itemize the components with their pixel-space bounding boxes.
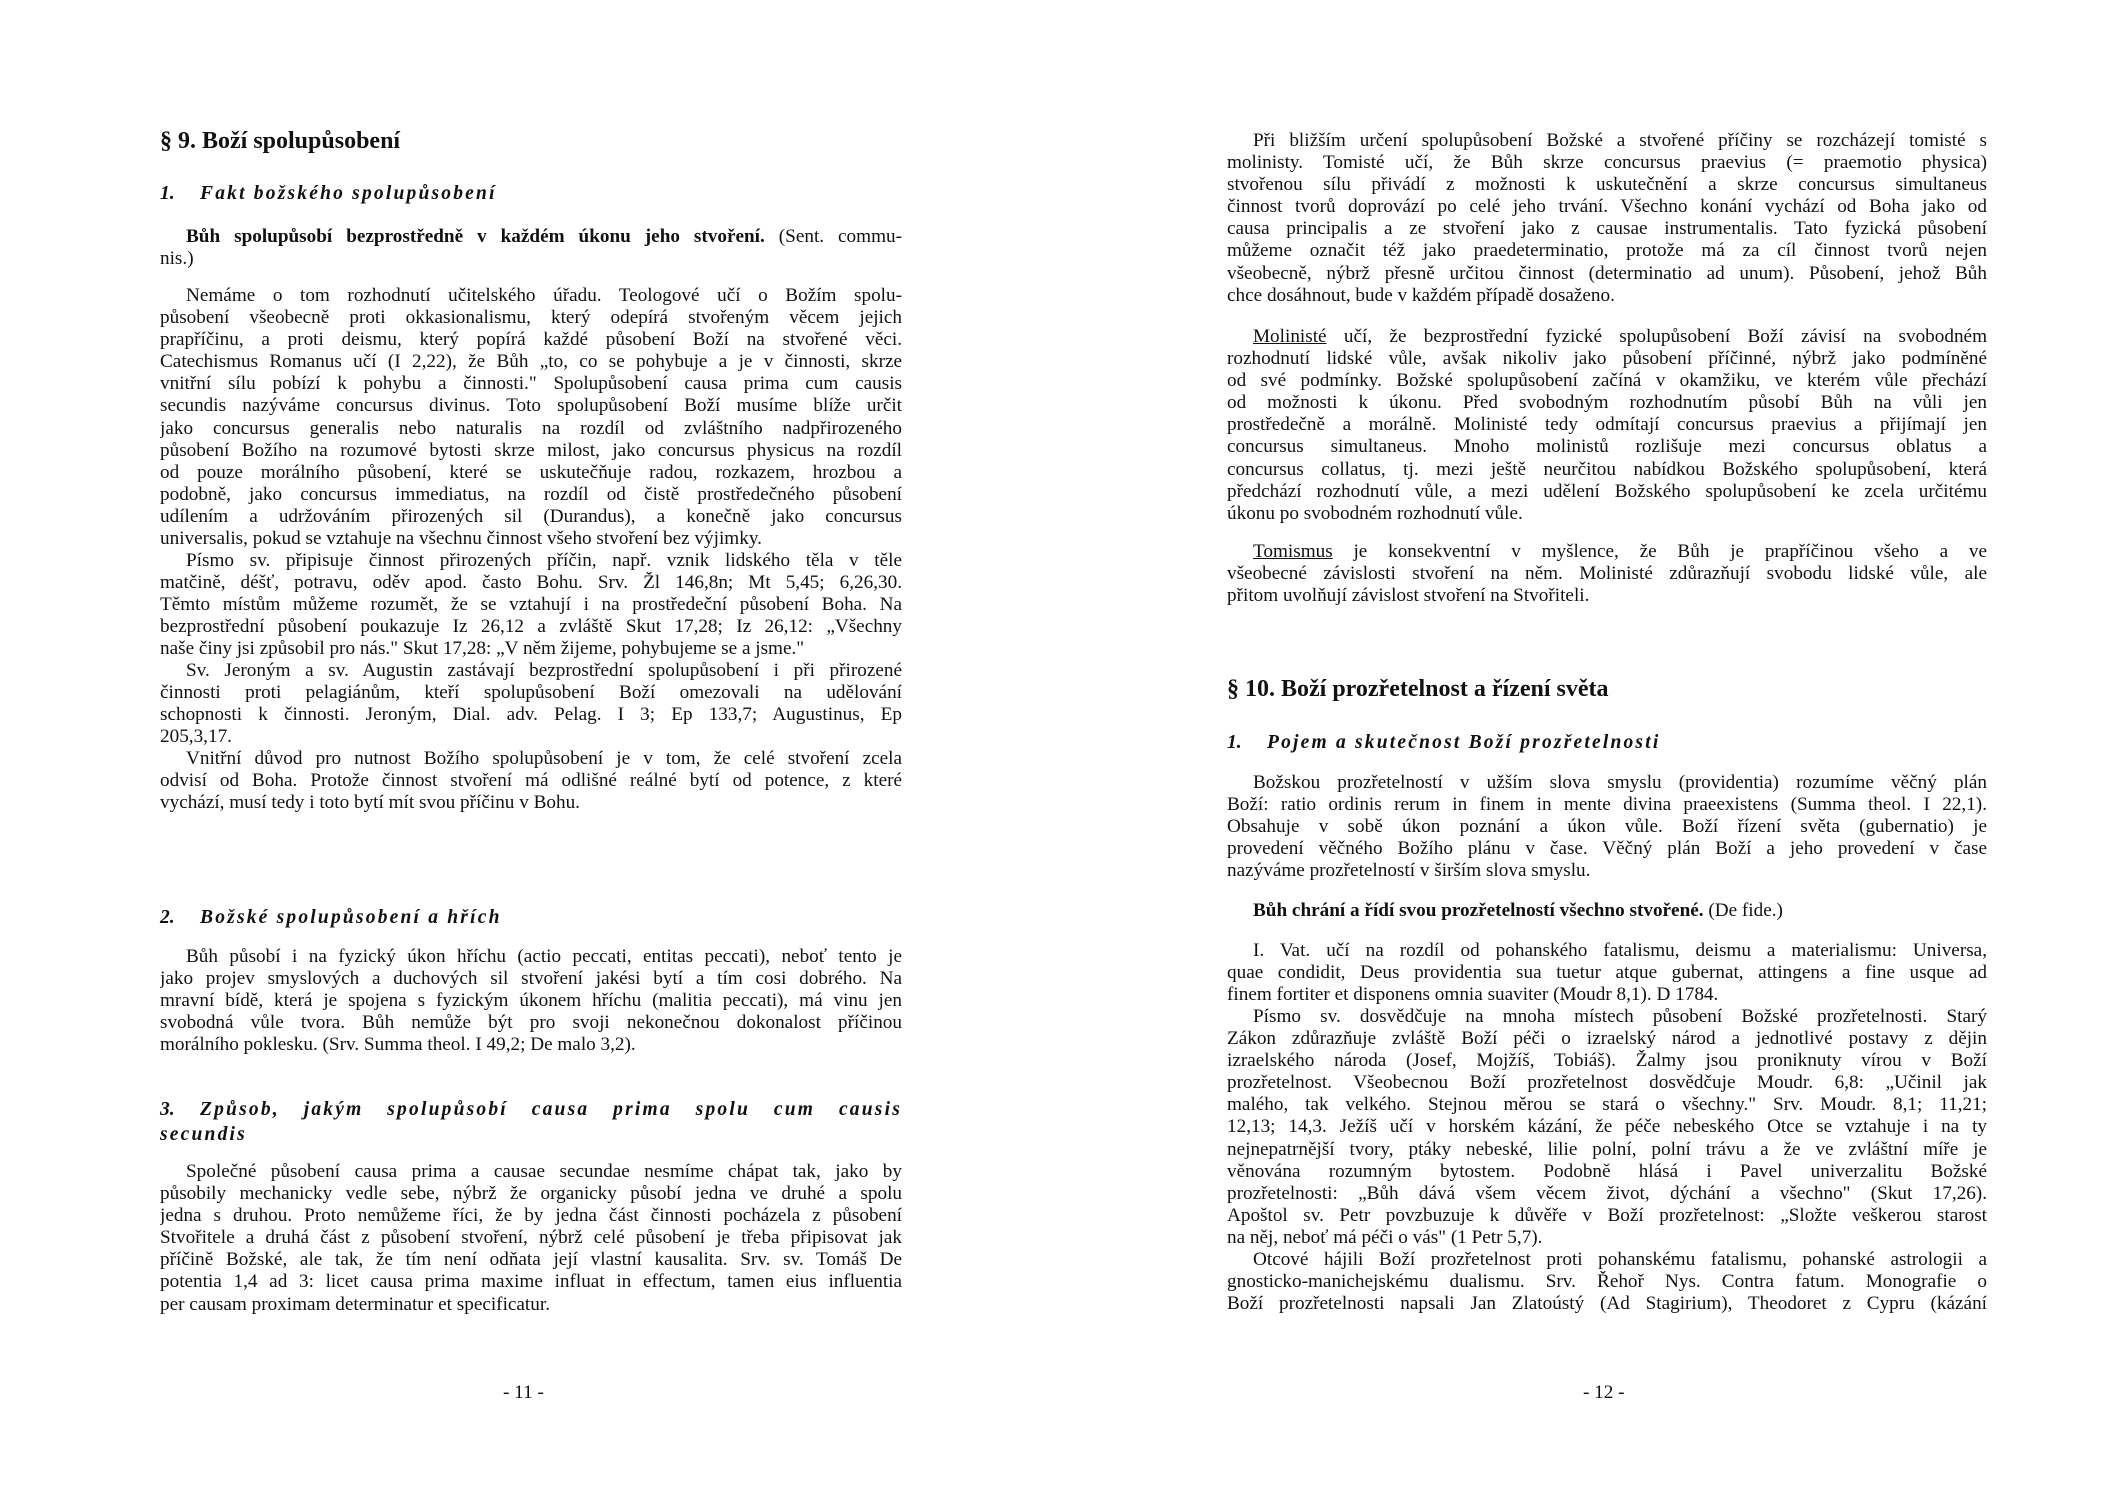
- paragraph: [160, 946, 902, 1056]
- text-line: izraelského národa (Josef, Mojžíš, Tobiáš). Žalmy jsou proniknuty vírou v Boží: [1227, 1050, 1987, 1072]
- text-line: Obsahuje v sobě úkon poznání a úkon vůle. Boží řízení světa (gubernatio) je: [1227, 816, 1987, 838]
- text-line: svobodná vůle tvora. Bůh nemůže být pro svoji nekonečnou dokonalost příčinou: [160, 1012, 902, 1034]
- text-line: přitom uvolňují závislost stvoření na Stvořiteli.: [1227, 585, 1590, 607]
- subsection-title-line: [160, 1097, 902, 1122]
- text-line: působení všeobecně proti okkasionalismu, který odepírá stvořeným věcem jejich: [160, 307, 902, 329]
- text-line: od pouze morálního působení, které se uskutečňuje radou, rozkazem, hrozbou a: [160, 461, 902, 483]
- text-line: schopnosti k činnosti. Jeroným, Dial. adv. Pelag. I 3; Ep 133,7; Augustinus, Ep: [160, 704, 902, 726]
- paragraph: [1227, 1249, 1987, 1315]
- text-line: Bůh působí i na fyzický úkon hříchu (actio peccati, entitas peccati), neboť tento je: [186, 946, 902, 967]
- subsection-title: [160, 1097, 902, 1147]
- text-line: naše činy jsi způsobil pro nás." Skut 17,28: „V něm žijeme, pohybujeme se a jsme.": [160, 638, 805, 660]
- underlined-term: Tomismus: [1253, 541, 1333, 562]
- paragraph: [1227, 326, 1987, 525]
- text-line: universalis, pokud se vztahuje na všechnu činnost všeho stvoření bez výjimky.: [160, 528, 762, 550]
- right-page: [1227, 0, 1987, 1501]
- text-line: působení Božího na rozumové bytosti skrze milost, jako concursus physicus na rozdíl: [160, 439, 902, 461]
- thesis-statement: [160, 226, 902, 270]
- paragraph: [1227, 130, 1987, 307]
- text-line: Zákon zdůrazňuje zvláště Boží péči o izraelský národ a jednotlivé postavy z dějin: [1227, 1028, 1987, 1050]
- text-line: vnitřní sílu pobízí k pohybu a činnosti." Spolupůsobení causa prima cum causis: [160, 373, 902, 395]
- text-line: vychází, musí tedy i toto bytí mít svou příčinu v Bohu.: [160, 792, 580, 814]
- text-line: I. Vat. učí na rozdíl od pohanského fatalismu, deismu a materialismu: Universa,: [1253, 940, 1987, 961]
- text-line: Vnitřní důvod pro nutnost Božího spolupůsobení je v tom, že celé stvoření zcela: [186, 748, 902, 769]
- paragraph: [1227, 772, 1987, 882]
- text-line: Nemáme o tom rozhodnutí učitelského úřadu. Teologové učí o Božím spolu-: [186, 285, 902, 306]
- text-line: Písmo sv. dosvědčuje na mnoha místech působení Božské prozřetelnosti. Starý: [1253, 1006, 1987, 1027]
- text-line: nis.): [160, 248, 194, 270]
- text-line: činnost tvorů doprovází po celé jeho trvání. Všechno konání vychází od Boha jako od: [1227, 196, 1987, 218]
- text-line: od své podmínky. Božské spolupůsobení začíná v okamžiku, ve kterém vůle přechází: [1227, 370, 1987, 392]
- text-line: rozhodnutí lidské vůle, avšak nikoliv jako působení příčinné, nýbrž jako podmíněné: [1227, 348, 1987, 370]
- text-line: 205,3,17.: [160, 726, 232, 748]
- text-line: bezprostřední působení poukazuje Iz 26,12 a zvláště Skut 17,28; Iz 26,12: „Všechny: [160, 616, 902, 638]
- text-line: na něj, neboť má péči o vás" (1 Petr 5,7).: [1227, 1226, 1543, 1248]
- text-line: udílením a udržováním přirozených sil (Durandus), a konečně jako concursus: [160, 505, 902, 527]
- text-line: nejnepatrnější tvory, ptáky nebeské, lilie polní, polní trávu a že ve zvláštní míře je: [1227, 1138, 1987, 1160]
- text-line: všeobecně, nýbrž přesně určitou činnost (determinatio ad unum). Působení, jehož Bůh: [1227, 262, 1987, 284]
- text-line: [1227, 326, 1987, 348]
- text-line: Těmto místům můžeme rozumět, že se vztahují i na prostředeční působení Boha. Na: [160, 594, 902, 616]
- text-line: gnosticko-manichejskému dualismu. Srv. Řehoř Nys. Contra fatum. Monografie o: [1227, 1271, 1987, 1293]
- text-line: 12,13; 14,3. Ježíš učí v horském kázání, že péče nebeského Otce se vztahuje i na ty: [1227, 1116, 1987, 1138]
- paragraph: [160, 1161, 902, 1316]
- paragraph: [1227, 1006, 1987, 1249]
- text-line: působily mechanicky vedle sebe, nýbrž že organicky působí jedna ve druhé a spolu: [160, 1183, 902, 1205]
- text-line: Catechismus Romanus učí (I 2,22), že Bůh „to, co se pohybuje a je v činnosti, skrze: [160, 351, 902, 373]
- text-line: úkonu po svobodném rozhodnutí vůle.: [1227, 502, 1523, 524]
- text-line: [1227, 900, 1987, 922]
- text-line: činnosti proti pelagiánům, kteří spolupůsobení Boží omezovali na udělování: [160, 682, 902, 704]
- paragraph: [160, 748, 902, 814]
- page-number: - 12 -: [1583, 1382, 1625, 1403]
- text-line: prozřetelnosti: „Bůh dává všem věcem život, dýchání a všechno" (Skut 17,26).: [1227, 1182, 1987, 1204]
- subsection-title-text: Božské spolupůsobení a hřích: [200, 907, 502, 928]
- text-line: Otcové hájili Boží prozřetelnost proti pohanskému fatalismu, pohanské astrologii a: [1253, 1249, 1987, 1270]
- text-line: příčině Božské, ale tak, že tím není odňata její vlastní kausalita. Srv. sv. Tomáš De: [160, 1249, 902, 1271]
- text-line: prostředečně a morálně. Molinisté tedy odmítají concursus praevius a přijímají jen: [1227, 414, 1987, 436]
- text-line: stvořenou sílu přivádí z možnosti k uskutečnění a skrze concursus simultaneus: [1227, 174, 1987, 196]
- text-line: Při bližším určení spolupůsobení Božské a stvořené příčiny se rozcházejí tomisté s: [1253, 130, 1987, 151]
- text-line: Stvořitele a druhá část z působení stvoření, nýbrž celé působení je třeba připisovat jak: [160, 1227, 902, 1249]
- text-line: můžeme označit též jako praedeterminatio, protože má za cíl činnost tvorů nejen: [1227, 240, 1987, 262]
- text-line: morálního poklesku. (Srv. Summa theol. I 49,2; De malo 3,2).: [160, 1034, 636, 1056]
- paragraph: [1227, 940, 1987, 1006]
- text-line: Apoštol sv. Petr povzbuzuje k důvěře v Boží prozřetelnost: „Složte veškerou starost: [1227, 1204, 1987, 1226]
- subsection-title-line: secundis: [160, 1124, 247, 1145]
- thesis-bold: Bůh chrání a řídí svou prozřetelností všechno stvořené.: [1253, 900, 1704, 921]
- text-line: Písmo sv. připisuje činnost přirozených příčin, např. vznik lidského těla v těle: [186, 550, 902, 571]
- thesis-statement: [1227, 900, 1987, 922]
- text-span: je konsekventní v myšlence, že Bůh je prapříčinou všeho a ve: [1332, 541, 1987, 562]
- text-line: concursus collatus, tj. mezi ještě neurčitou nabídkou Božského spolupůsobení, která: [1227, 458, 1987, 480]
- thesis-bold: Bůh spolupůsobí bezprostředně v každém úkonu jeho stvoření.: [186, 226, 765, 247]
- subsection-title: [160, 183, 902, 205]
- text-line: causa principalis a ze stvoření jako z causae instrumentalis. Tato fyzická působení: [1227, 218, 1987, 240]
- text-line: Boží: ratio ordinis rerum in finem in mente divina praeexistens (Summa theol. I 22,1).: [1227, 794, 1987, 816]
- text-line: secundis nazýváme concursus divinus. Toto spolupůsobení Boží musíme blíže určit: [160, 395, 902, 417]
- left-page: [160, 0, 902, 1501]
- text-line: prozřetelnost. Všeobecnou Boží prozřetelnost dosvědčuje Moudr. 6,8: „Učinil jak: [1227, 1072, 1987, 1094]
- subsection-number: 1.: [160, 183, 175, 204]
- paragraph: [160, 285, 902, 550]
- text-line: Společné působení causa prima a causae secundae nesmíme chápat tak, jako by: [186, 1161, 902, 1182]
- text-line: prapříčinu, a proti deismu, který popírá každé působení Boží na stvořené věci.: [160, 329, 902, 351]
- text-span: učí, že bezprostřední fyzické spolupůsobení Boží závisí na svobodném: [1326, 326, 1987, 347]
- paragraph: [160, 660, 902, 748]
- paragraph-continuation: [1227, 563, 1987, 607]
- subsection-title: [160, 907, 902, 929]
- thesis-qualifier: (De fide.): [1703, 900, 1783, 921]
- text-line: [160, 226, 902, 248]
- text-line: potentia 1,4 ad 3: licet causa prima maxime influat in effectum, tamen eius influentia: [160, 1271, 902, 1293]
- text-line: quae condidit, Deus providentia sua tuetur atque gubernat, attingens a fine usque ad: [1227, 962, 1987, 984]
- text-line: podobně, jako concursus immediatus, na rozdíl od čistě prostředečného působení: [160, 483, 902, 505]
- subsection-title-text: Pojem a skutečnost Boží prozřetelnosti: [1267, 732, 1661, 753]
- text-line: nazýváme prozřetelností v širším slova smyslu.: [1227, 860, 1591, 882]
- text-line: Sv. Jeroným a sv. Augustin zastávají bezprostřední spolupůsobení i při přirozené: [186, 660, 902, 681]
- subsection-number: 1.: [1227, 732, 1242, 753]
- text-line: Božskou prozřetelností v užším slova smyslu (providentia) rozumíme věčný plán: [1253, 772, 1987, 793]
- text-line: Boží prozřetelnosti napsali Jan Zlatoústý (Ad Stagirium), Theodoret z Cypru (kázání: [1227, 1293, 1987, 1315]
- text-line: finem fortiter et disponens omnia suaviter (Moudr 8,1). D 1784.: [1227, 984, 1719, 1006]
- text-line: matčině, déšť, potravu, oděv apod. často Bohu. Srv. Žl 146,8n; Mt 5,45; 6,26,30.: [160, 572, 902, 594]
- text-line: per causam proximam determinatur et specificatur.: [160, 1293, 550, 1315]
- page-number: - 11 -: [503, 1382, 544, 1403]
- paragraph: [160, 550, 902, 660]
- paragraph-continuation: [1227, 348, 1987, 525]
- section-title: § 9. Boží spolupůsobení: [160, 128, 401, 154]
- subsection-title-text: Způsob, jakým spolupůsobí causa prima spolu cum causis: [200, 1099, 902, 1120]
- text-line: jedna s druhou. Proto nemůžeme říci, že by jedna část činnosti pocházela z působení: [160, 1205, 902, 1227]
- text-line: [1227, 541, 1987, 563]
- text-line: concursus simultaneus. Mnoho molinistů rozlišuje mezi concursus oblatus a: [1227, 436, 1987, 458]
- paragraph: [1227, 541, 1987, 607]
- text-line: chce dosáhnout, bude v každém případě dosaženo.: [1227, 284, 1615, 306]
- text-line: od možnosti k úkonu. Před svobodným rozhodnutím působí Bůh na vůli jen: [1227, 392, 1987, 414]
- text-line: malého, tak velkého. Stejnou měrou se stará o všechny." Srv. Moudr. 8,1; 11,21;: [1227, 1094, 1987, 1116]
- text-line: všeobecné závislosti stvoření na něm. Molinisté zdůrazňují svobodu lidské vůle, ale: [1227, 563, 1987, 585]
- subsection-title: [1227, 732, 1987, 754]
- text-line: odvisí od Boha. Protože činnost stvoření má odlišné reálné bytí od potence, z které: [160, 770, 902, 792]
- text-line: molinisty. Tomisté učí, že Bůh skrze concursus praevius (= praemotio physica): [1227, 152, 1987, 174]
- subsection-number: 2.: [160, 907, 175, 928]
- text-line: jako concursus generalis nebo naturalis na rozdíl od zvláštního nadpřirozeného: [160, 417, 902, 439]
- text-line: věnována rozumným bytostem. Podobně hlásá i Pavel univerzalitu Božské: [1227, 1160, 1987, 1182]
- section-title: § 10. Boží prozřetelnost a řízení světa: [1227, 676, 1609, 702]
- underlined-term: Molinisté: [1253, 326, 1327, 347]
- subsection-number: 3.: [160, 1099, 175, 1120]
- text-line: provedení věčného Božího plánu v čase. Věčný plán Boží a jeho provedení v čase: [1227, 838, 1987, 860]
- text-line: jako projev smyslových a duchových sil stvoření jakési bytí a tím cosi dobrého. Na: [160, 968, 902, 990]
- thesis-qualifier: (Sent. commu-: [764, 226, 902, 247]
- text-line: mravní bídě, která je spojena s fyzickým úkonem hříchu (malitia peccati), má vinu jen: [160, 990, 902, 1012]
- subsection-title-text: Fakt božského spolupůsobení: [200, 183, 497, 204]
- text-line: předchází rozhodnutí vůle, a mezi udělení Božského spolupůsobení ke zcela určitému: [1227, 480, 1987, 502]
